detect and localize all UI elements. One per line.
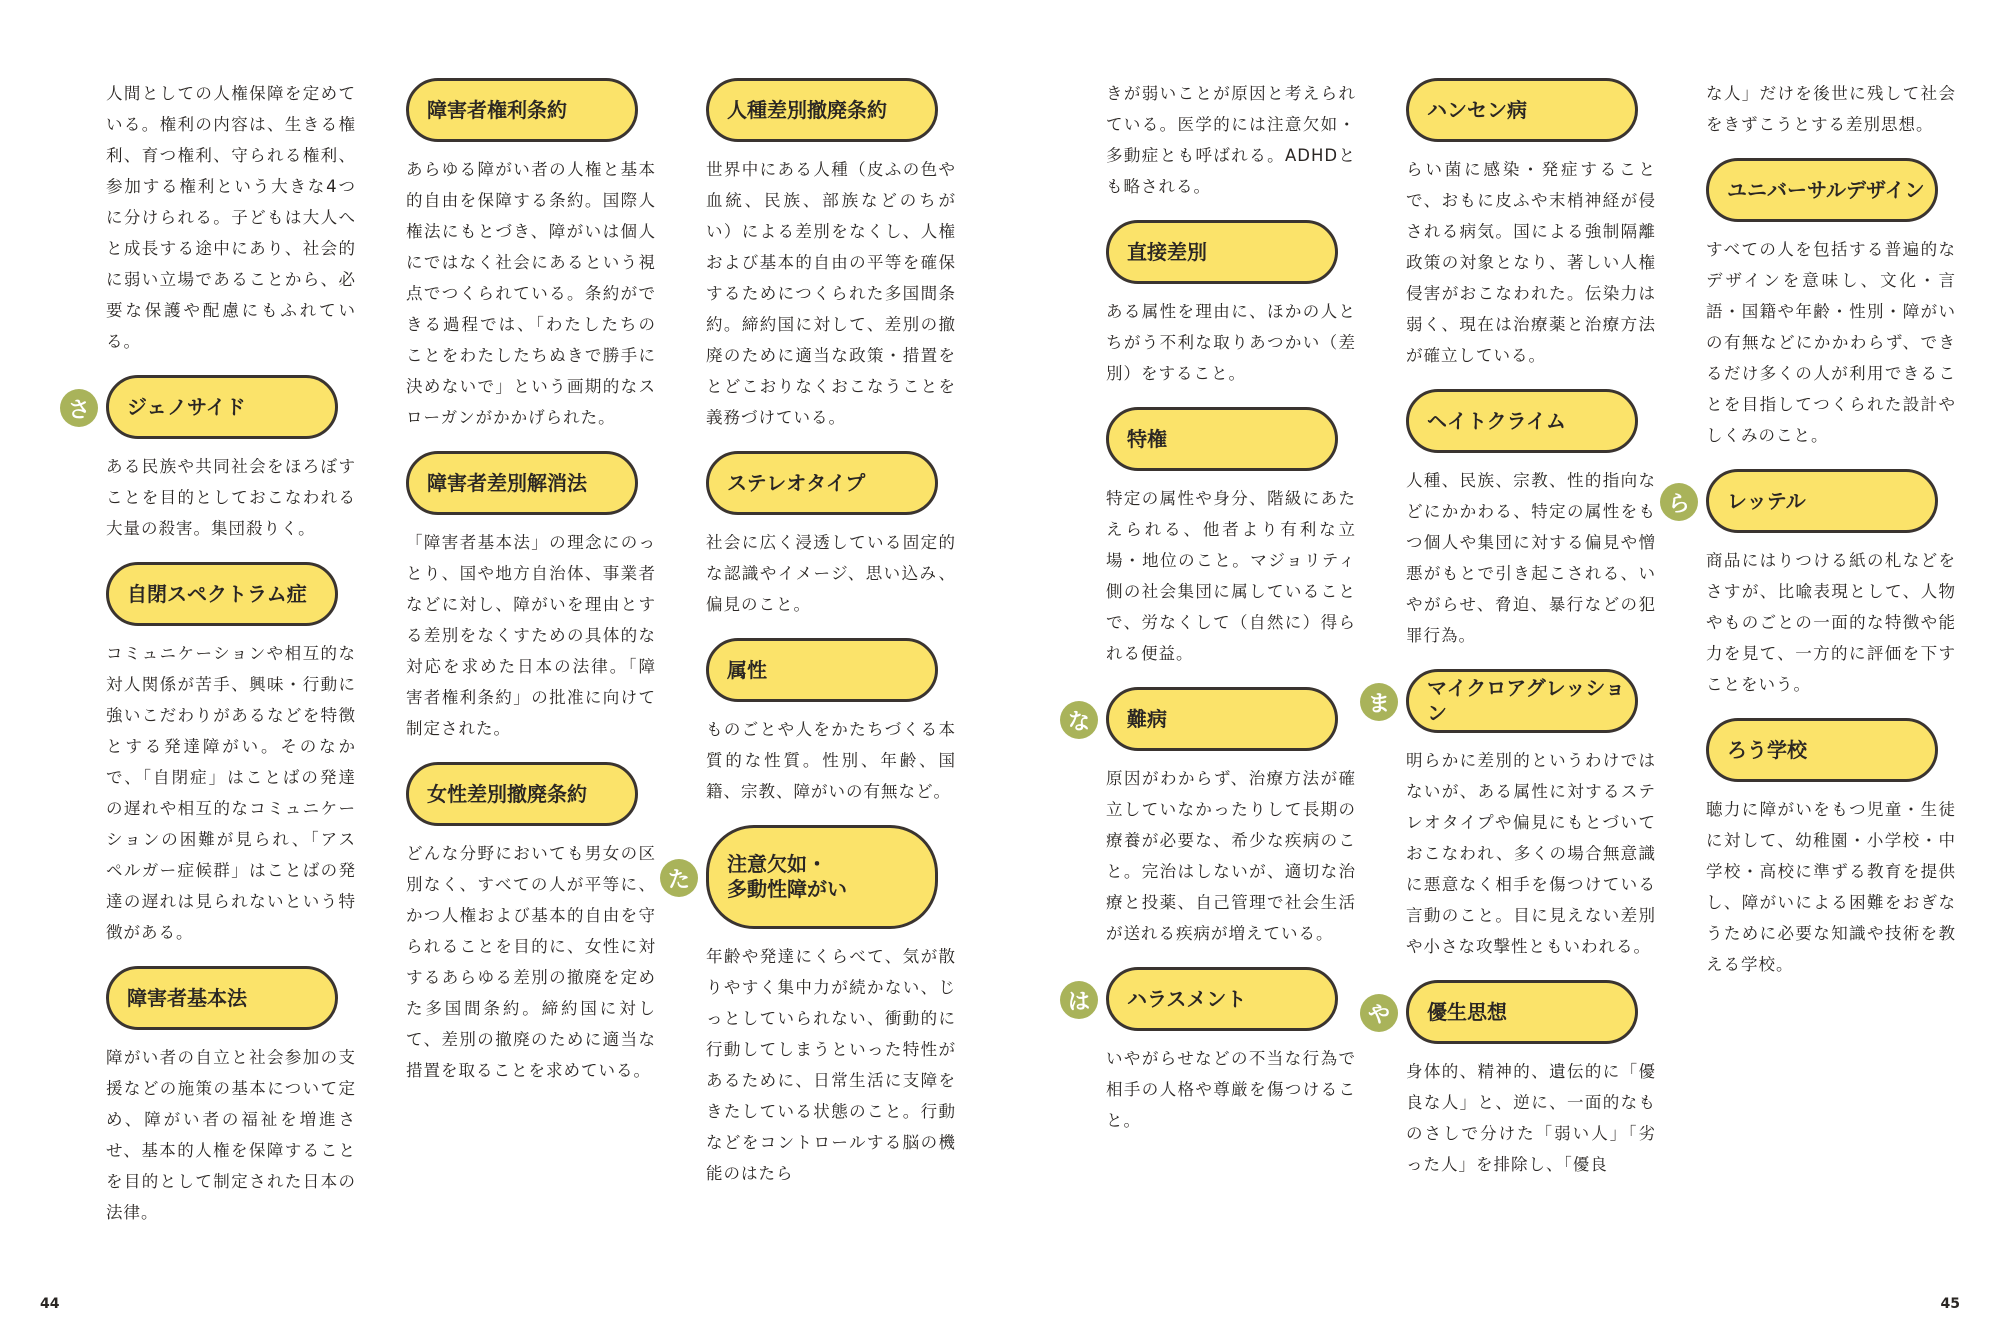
definition-text: 身体的、精神的、遺伝的に「優良な人」と、逆に、一面的なものさしで分けた「弱い人」「劣った人」を排除し、「優良 [1406, 1062, 1656, 1174]
definition-text: らい菌に感染・発症することで、おもに皮ふや末梢神経が侵される病気。国による強制隔離政策の対象となり、著しい人権侵害がおこなわれた。伝染力は弱く、現在は治療薬と治療方法が確立している。 [1406, 160, 1656, 365]
column-6 [1667, 78, 1956, 998]
column-5 [1367, 78, 1656, 1198]
definition-text: 社会に広く浸透している固定的な認識やイメージ、思い込み、偏見のこと。 [706, 533, 956, 614]
column-1 [67, 78, 356, 1246]
term-label: 優生思想 [1406, 980, 1638, 1044]
term-label: 障害者基本法 [106, 966, 338, 1030]
term-label: ハラスメント [1106, 967, 1338, 1031]
entry-harassment [1067, 967, 1356, 1136]
definition-text: あらゆる障がい者の人権と基本的自由を保障する条約。国際人権法にもとづき、障がいは個人にではなく社会にあるという視点でつくられている。条約ができる過程では、「わたしたちのことをわたしたちぬきで勝手に決めないで」という画期的なスローガンがかかげられた。 [406, 160, 656, 427]
entry-privilege [1106, 407, 1356, 669]
definition-text: ものごとや人をかたちづくる本質的な性質。性別、年齢、国籍、宗教、障がいの有無など。 [706, 720, 956, 801]
entry-intractable-disease [1067, 687, 1356, 949]
definition-text: 世界中にある人種（皮ふの色や血統、民族、部族などのちがい）による差別をなくし、人権および基本的自由の平等を確保するためにつくられた多国間条約。締約国に対して、差別の撤廃のために適当な政策・措置をとどこおりなくおこなうことを義務づけている。 [706, 160, 956, 427]
column-2 [406, 78, 656, 1104]
definition-text: 「障害者基本法」の理念にのっとり、国や地方自治体、事業者などに対し、障がいを理由とする差別をなくすための具体的な対応を求めた日本の法律。「障害者権利条約」の批准に向けて制定された。 [406, 533, 656, 738]
entry-cedaw [406, 762, 656, 1086]
definition-text: 人種、民族、宗教、性的指向などにかかわる、特定の属性をもつ個人や集団に対する偏見や憎悪がもとで引き起こされる、いやがらせ、脅迫、暴行などの犯罪行為。 [1406, 471, 1656, 645]
term-label: 直接差別 [1106, 220, 1338, 284]
entry-microaggression [1367, 669, 1656, 962]
section-kana-badge: た [660, 859, 698, 897]
term-label-line-1: 注意欠如・ [727, 852, 827, 876]
term-label: 自閉スペクトラム症 [106, 562, 338, 626]
entry-direct-discrimination [1106, 220, 1356, 389]
section-kana-badge: ら [1660, 483, 1698, 521]
entry-hate-crime [1406, 389, 1656, 651]
term-label-line-2: 多動性障がい [727, 877, 847, 901]
term-label: 特権 [1106, 407, 1338, 471]
column-3 [667, 78, 956, 1207]
column-4 [1067, 78, 1356, 1154]
term-label: ユニバーサルデザイン [1706, 158, 1938, 222]
term-label: ヘイトクライム [1406, 389, 1638, 453]
entry-eugenics [1367, 980, 1656, 1180]
term-label: レッテル [1706, 469, 1938, 533]
definition-text: ある民族や共同社会をほろぼすことを目的としておこなわれる大量の殺害。集団殺りく。 [106, 457, 356, 538]
entry-continuation [1106, 78, 1356, 202]
term-label: マイクロアグレッション [1406, 669, 1638, 733]
definition-text: どんな分野においても男女の区別なく、すべての人が平等に、かつ人権および基本的自由を守られることを目的に、女性に対するあらゆる差別の撤廃を定めた多国間条約。締約国に対して、差別の撤廃のために適当な措置を取ることを求めている。 [406, 844, 656, 1080]
entry-autism-spectrum [106, 562, 356, 948]
term-label: 障害者差別解消法 [406, 451, 638, 515]
term-label: 女性差別撤廃条約 [406, 762, 638, 826]
definition-text: 明らかに差別的というわけではないが、ある属性に対するステレオタイプや偏見にもとづいておこなわれ、多くの場合無意識に悪意なく相手を傷つけている言動のこと。目に見えない差別や小さな攻撃性ともいわれる。 [1406, 751, 1656, 956]
definition-text: きが弱いことが原因と考えられている。医学的には注意欠如・多動症とも呼ばれる。ADHDとも略される。 [1106, 84, 1356, 196]
definition-text: 障がい者の自立と社会参加の支援などの施策の基本について定め、障がい者の福祉を増進させ、基本的人権を保障することを目的として制定された日本の法律。 [106, 1048, 356, 1222]
definition-text: な人」だけを後世に残して社会をきずこうとする差別思想。 [1706, 84, 1956, 134]
entry-attribute [706, 638, 956, 807]
section-kana-badge: は [1060, 981, 1098, 1019]
section-kana-badge: ま [1360, 683, 1398, 721]
term-label: ハンセン病 [1406, 78, 1638, 142]
page-number-right: 45 [1940, 1296, 1960, 1312]
definition-text: 人間としての人権保障を定めている。権利の内容は、生きる権利、育つ権利、守られる権利、参加する権利という大きな4つに分けられる。子どもは大人へと成長する途中にあり、社会的に弱い立場であることから、必要な保護や配慮にもふれている。 [106, 84, 356, 351]
entry-label [1667, 469, 1956, 700]
entry-icerd [706, 78, 956, 433]
term-label: 人種差別撤廃条約 [706, 78, 938, 142]
entry-stereotype [706, 451, 956, 620]
entry-genocide [67, 375, 356, 544]
term-label: 障害者権利条約 [406, 78, 638, 142]
term-label [706, 825, 938, 929]
term-label: 属性 [706, 638, 938, 702]
entry-continuation [1706, 78, 1956, 140]
section-kana-badge: な [1060, 701, 1098, 739]
entry-continuation [106, 78, 356, 357]
section-kana-badge: や [1360, 994, 1398, 1032]
definition-text: 年齢や発達にくらべて、気が散りやすく集中力が続かない、じっとしていられない、衝動的に行動してしまうといった特性があるために、日常生活に支障をきたしている状態のこと。行動などをコントロールする脳の機能のはたら [706, 947, 956, 1183]
term-label: 難病 [1106, 687, 1338, 751]
definition-text: 聴力に障がいをもつ児童・生徒に対して、幼稚園・小学校・中学校・高校に準ずる教育を提供し、障がいによる困難をおぎなうために必要な知識や技術を教える学校。 [1706, 800, 1956, 974]
definition-text: いやがらせなどの不当な行為で相手の人格や尊厳を傷つけること。 [1106, 1049, 1356, 1130]
definition-text: ある属性を理由に、ほかの人とちがう不利な取りあつかい（差別）をすること。 [1106, 302, 1356, 383]
entry-disability-discrimination-act [406, 451, 656, 744]
entry-adhd [667, 825, 956, 1189]
entry-crpd [406, 78, 656, 433]
definition-text: 原因がわからず、治療方法が確立していなかったりして長期の療養が必要な、希少な疾病のこと。完治はしないが、適切な治療と投薬、自己管理で社会生活が送れる疾病が増えている。 [1106, 769, 1356, 943]
term-label: ステレオタイプ [706, 451, 938, 515]
page-number-left: 44 [40, 1296, 60, 1312]
definition-text: すべての人を包括する普遍的なデザインを意味し、文化・言語・国籍や年齢・性別・障がいの有無などにかかわらず、できるだけ多くの人が利用できることを目指してつくられた設計やしくみのこと。 [1706, 240, 1956, 445]
definition-text: 商品にはりつける紙の札などをさすが、比喩表現として、人物やものごとの一面的な特徴や能力を見て、一方的に評価を下すことをいう。 [1706, 551, 1956, 694]
entry-universal-design [1706, 158, 1956, 451]
section-kana-badge: さ [60, 389, 98, 427]
definition-text: 特定の属性や身分、階級にあたえられる、他者より有利な立場・地位のこと。マジョリティ側の社会集団に属していることで、労なくして（自然に）得られる便益。 [1106, 489, 1356, 663]
definition-text: コミュニケーションや相互的な対人関係が苦手、興味・行動に強いこだわりがあるなどを特徴とする発達障がい。そのなかで、「自閉症」はことばの発達の遅れや相互的なコミュニケーションの困難が見られ、「アスペルガー症候群」はことばの発達の遅れは見られないという特徴がある。 [106, 644, 356, 942]
term-label: ろう学校 [1706, 718, 1938, 782]
entry-hansens-disease [1406, 78, 1656, 371]
entry-disability-basic-act [106, 966, 356, 1228]
term-label: ジェノサイド [106, 375, 338, 439]
entry-school-for-deaf [1706, 718, 1956, 980]
